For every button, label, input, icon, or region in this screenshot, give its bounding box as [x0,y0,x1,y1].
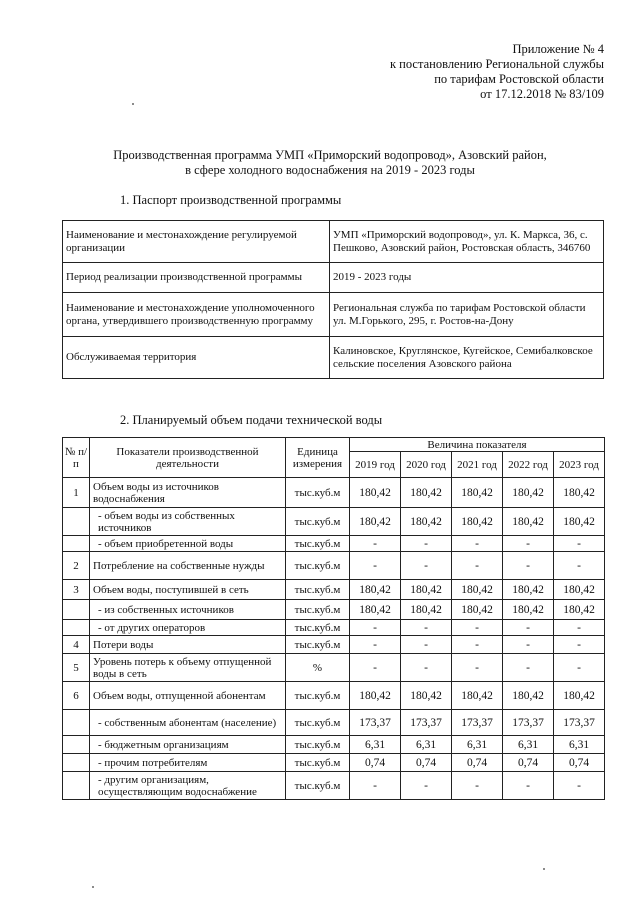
document-title [60,148,600,178]
row-num [63,772,90,800]
row-value: - [401,654,452,682]
row-value: - [401,772,452,800]
row-value: - [401,536,452,552]
row-value: 180,42 [554,600,605,620]
row-indicator: - собственным абонентам (население) [90,710,286,736]
passport-label: Наименование и местонахождение уполномоченного органа, утвердившего производственную программу [63,293,330,337]
table-row [63,654,605,682]
row-indicator: - прочим потребителям [90,754,286,772]
row-value: - [350,654,401,682]
header-year: 2021 год [452,452,503,478]
row-value: 180,42 [452,600,503,620]
row-value: - [503,654,554,682]
row-value: 180,42 [401,580,452,600]
row-value: 6,31 [350,736,401,754]
row-value: - [503,636,554,654]
header-indicator: Показатели производственной деятельности [90,438,286,478]
row-value: 180,42 [503,682,554,710]
passport-row [63,293,604,337]
row-unit: тыс.куб.м [286,620,350,636]
row-indicator: Объем воды, отпущенной абонентам [90,682,286,710]
row-value: - [503,536,554,552]
row-indicator: Объем воды, поступившей в сеть [90,580,286,600]
row-num: 4 [63,636,90,654]
row-indicator: Потери воды [90,636,286,654]
row-unit: тыс.куб.м [286,710,350,736]
row-unit: тыс.куб.м [286,636,350,654]
row-value: - [350,772,401,800]
row-num [63,536,90,552]
row-value: 6,31 [554,736,605,754]
header-year: 2020 год [401,452,452,478]
row-value: 180,42 [554,682,605,710]
row-value: 173,37 [503,710,554,736]
row-value: 6,31 [452,736,503,754]
row-value: - [503,620,554,636]
table-row [63,600,605,620]
passport-table [62,220,604,379]
row-value: - [350,620,401,636]
appendix-line-4: от 17.12.2018 № 83/109 [480,87,604,101]
scan-speck [543,868,545,870]
row-value: - [503,552,554,580]
row-indicator: Объем воды из источников водоснабжения [90,478,286,508]
row-value: - [350,552,401,580]
row-unit: тыс.куб.м [286,600,350,620]
passport-value: Калиновское, Круглянское, Кугейское, Семибалковское сельские поселения Азовского района [330,337,604,379]
row-value: 0,74 [401,754,452,772]
row-num [63,736,90,754]
row-value: 173,37 [350,710,401,736]
appendix-block [390,42,604,102]
row-num [63,620,90,636]
table-row [63,580,605,600]
row-value: 180,42 [350,682,401,710]
row-value: - [554,620,605,636]
row-unit: тыс.куб.м [286,552,350,580]
row-unit: тыс.куб.м [286,736,350,754]
row-value: - [350,636,401,654]
passport-label: Наименование и местонахождение регулируемой организации [63,221,330,263]
row-value: 180,42 [401,508,452,536]
header-num: № п/п [63,438,90,478]
row-unit: тыс.куб.м [286,478,350,508]
row-value: 180,42 [503,580,554,600]
row-value: 180,42 [350,508,401,536]
row-num [63,754,90,772]
header-unit: Единица измерения [286,438,350,478]
row-value: - [503,772,554,800]
header-year: 2023 год [554,452,605,478]
row-value: 180,42 [503,478,554,508]
row-value: 180,42 [503,600,554,620]
row-value: 180,42 [350,600,401,620]
row-value: - [554,636,605,654]
row-value: 0,74 [452,754,503,772]
row-value: 6,31 [401,736,452,754]
row-value: 180,42 [554,478,605,508]
row-unit: тыс.куб.м [286,580,350,600]
row-value: - [401,620,452,636]
row-value: 180,42 [452,580,503,600]
row-indicator: Потребление на собственные нужды [90,552,286,580]
passport-row [63,221,604,263]
scan-speck [132,103,134,105]
row-value: 173,37 [401,710,452,736]
row-unit: % [286,654,350,682]
row-num [63,710,90,736]
row-value: 180,42 [452,508,503,536]
row-indicator: Уровень потерь к объему отпущенной воды в сеть [90,654,286,682]
table-row [63,710,605,736]
row-indicator: - другим организациям, осуществляющим водоснабжение [90,772,286,800]
row-value: 180,42 [554,580,605,600]
row-value: - [401,636,452,654]
row-indicator: - из собственных источников [90,600,286,620]
appendix-line-1: Приложение № 4 [512,42,604,56]
header-year: 2019 год [350,452,401,478]
row-value: 180,42 [350,580,401,600]
table-row [63,754,605,772]
row-unit: тыс.куб.м [286,754,350,772]
row-value: - [401,552,452,580]
table-row [63,478,605,508]
passport-row [63,337,604,379]
row-value: 180,42 [401,478,452,508]
row-value: 180,42 [452,478,503,508]
row-indicator: - бюджетным организациям [90,736,286,754]
row-indicator: - от других операторов [90,620,286,636]
passport-value: Региональная служба по тарифам Ростовской области ул. М.Горького, 295, г. Ростов-на-Дону [330,293,604,337]
row-value: 173,37 [554,710,605,736]
section-1-heading: 1. Паспорт производственной программы [120,193,342,207]
row-value: - [452,772,503,800]
row-value: - [554,654,605,682]
row-value: - [350,536,401,552]
table-row [63,508,605,536]
appendix-line-2: к постановлению Региональной службы [389,57,604,71]
passport-row [63,263,604,293]
row-num [63,600,90,620]
passport-value: 2019 - 2023 годы [330,263,604,293]
row-unit: тыс.куб.м [286,682,350,710]
row-value: - [452,536,503,552]
row-unit: тыс.куб.м [286,508,350,536]
row-value: - [452,636,503,654]
table-row [63,682,605,710]
table-row [63,772,605,800]
row-value: - [452,620,503,636]
row-num: 3 [63,580,90,600]
row-value: 180,42 [554,508,605,536]
table-row [63,620,605,636]
row-indicator: - объем воды из собственных источников [90,508,286,536]
passport-label: Период реализации производственной программы [63,263,330,293]
row-value: 180,42 [452,682,503,710]
row-value: 6,31 [503,736,554,754]
row-unit: тыс.куб.м [286,772,350,800]
section-2-heading: 2. Планируемый объем подачи технической воды [120,413,383,427]
row-value: 0,74 [554,754,605,772]
row-indicator: - объем приобретенной воды [90,536,286,552]
scan-speck [92,886,94,888]
row-num: 1 [63,478,90,508]
volume-table-body [63,478,605,800]
row-value: - [452,552,503,580]
table-row [63,552,605,580]
row-value: 180,42 [503,508,554,536]
row-num [63,508,90,536]
header-value: Величина показателя [350,438,605,452]
row-value: 180,42 [401,600,452,620]
title-line-1: Производственная программа УМП «Приморский водопровод», Азовский район, [113,148,547,162]
volume-table [62,437,605,800]
row-value: 180,42 [350,478,401,508]
table-row [63,736,605,754]
row-value: - [452,654,503,682]
passport-label: Обслуживаемая территория [63,337,330,379]
title-line-2: в сфере холодного водоснабжения на 2019 - 2023 годы [185,163,475,177]
passport-value: УМП «Приморский водопровод», ул. К. Маркса, 36, с. Пешково, Азовский район, Ростовская область, 346760 [330,221,604,263]
row-num: 5 [63,654,90,682]
row-value: - [554,552,605,580]
table-row [63,536,605,552]
row-value: 0,74 [503,754,554,772]
row-num: 6 [63,682,90,710]
row-unit: тыс.куб.м [286,536,350,552]
header-year: 2022 год [503,452,554,478]
row-value: 0,74 [350,754,401,772]
row-value: - [554,772,605,800]
row-value: 180,42 [401,682,452,710]
row-value: 173,37 [452,710,503,736]
table-row [63,636,605,654]
row-value: - [554,536,605,552]
row-num: 2 [63,552,90,580]
appendix-line-3: по тарифам Ростовской области [434,72,604,86]
